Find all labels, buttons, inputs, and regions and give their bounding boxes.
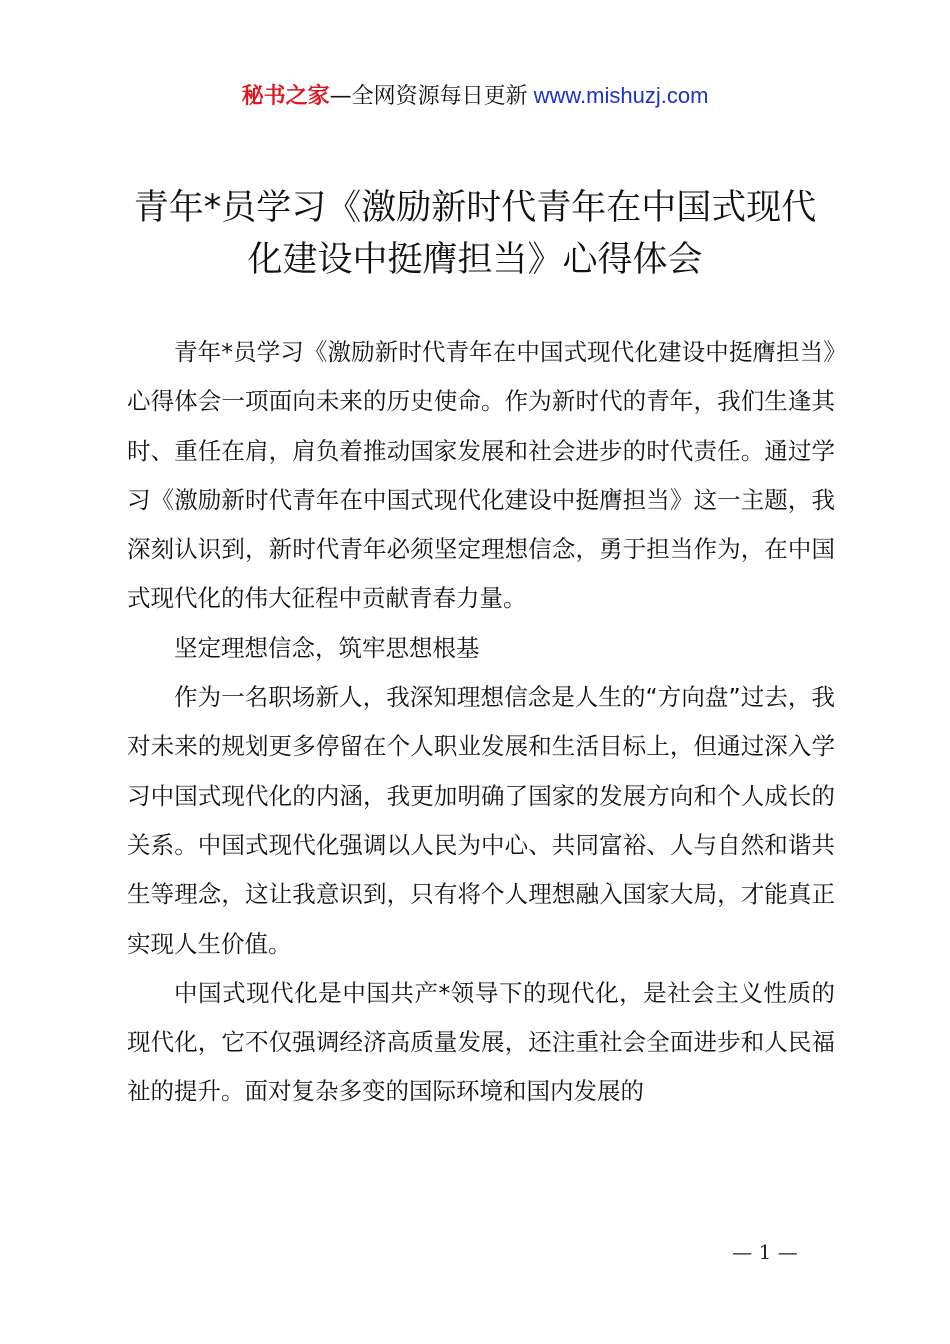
- header-tagline: —全网资源每日更新: [329, 84, 528, 109]
- title-line-2: 化建设中挺膺担当》心得体会: [247, 240, 703, 280]
- section-heading: 坚定理想信念，筑牢思想根基: [174, 633, 480, 662]
- page-number: — 1 —: [732, 1240, 798, 1264]
- body-paragraph: 作为一名职场新人，我深知理想信念是人生的“方向盘”过去，我对未来的规划更多停留在个人职业发展和生活目标上，但通过深入学习中国式现代化的内涵，我更加明确了国家的发展方向和个人成长的关系。中国式现代化强调以人民为中心、共同富裕、人与自然和谐共生等理念，这让我意识到，只有将个人理想融入国家大局，才能真正实现人生价值。: [127, 683, 835, 958]
- title-line-1: 青年*员学习《激励新时代青年在中国式现代: [133, 188, 817, 228]
- intro-paragraph: 青年*员学习《激励新时代青年在中国式现代化建设中挺膺担当》心得体会一项面向未来的历史使命。作为新时代的青年，我们生逢其时、重任在肩，肩负着推动国家发展和社会进步的时代责任。通过学习《激励新时代青年在中国式现代化建设中挺膺担当》这一主题，我深刻认识到，新时代青年必须坚定理想信念，勇于担当作为，在中国式现代化的伟大征程中贡献青春力量。: [127, 338, 835, 613]
- document-title: [80, 182, 870, 286]
- brand-name: 秘书之家: [241, 84, 330, 109]
- body-paragraph: 中国式现代化是中国共产*领导下的现代化，是社会主义性质的现代化，它不仅强调经济高质量发展，还注重社会全面进步和人民福祉的提升。面对复杂多变的国际环境和国内发展的: [127, 978, 835, 1106]
- site-url-link[interactable]: www.mishuzj.com: [533, 83, 709, 108]
- site-header: [0, 80, 950, 113]
- document-body: [127, 328, 835, 1117]
